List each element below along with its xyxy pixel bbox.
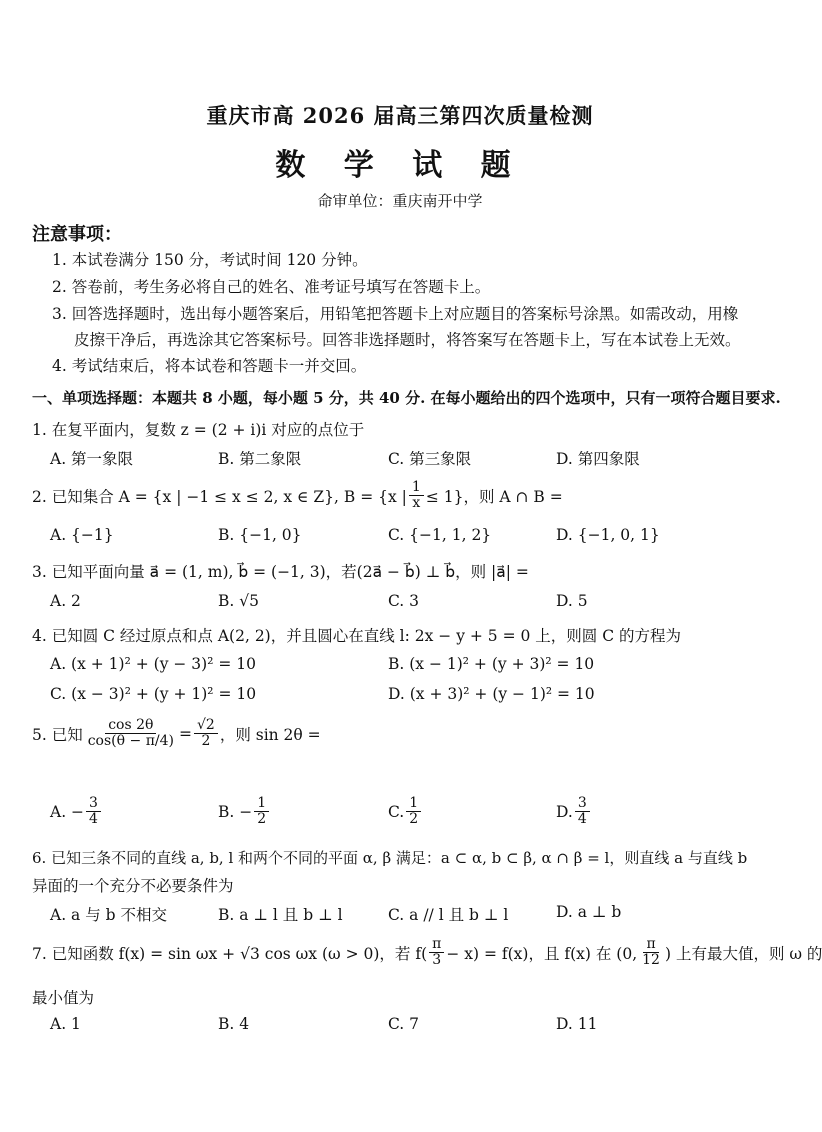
- q5-prefix: 5. 已知: [32, 725, 83, 744]
- frac-num: 1: [406, 796, 421, 812]
- q2-fraction: [409, 480, 424, 512]
- frac-den: 4: [577, 811, 587, 828]
- frac-den: 3: [432, 952, 442, 969]
- q3-option-d: D. 5: [556, 592, 588, 610]
- q5-option-d: [556, 796, 592, 828]
- q1-option-c: C. 第三象限: [388, 450, 472, 468]
- frac-num: 3: [575, 796, 590, 812]
- question-7-stem: [32, 937, 822, 969]
- q6-option-d: D. a ⊥ b: [556, 903, 622, 921]
- q7-option-a: A. 1: [50, 1015, 81, 1033]
- q5-option-b: [218, 796, 271, 828]
- q5-option-a: [50, 796, 103, 828]
- q1-option-b: B. 第二象限: [218, 450, 302, 468]
- frac-den: 12: [642, 952, 660, 969]
- q5-rhs-den: 2: [201, 733, 211, 750]
- q2-option-c: C. {−1, 1, 2}: [388, 526, 492, 544]
- q7-fraction: [429, 937, 444, 969]
- q2-frac-den: x: [412, 495, 421, 512]
- q4-option-a: A. (x + 1)² + (y − 3)² = 10: [50, 655, 256, 673]
- question-1-stem: 1. 在复平面内，复数 z = (2 + i)i 对应的点位于: [32, 421, 365, 439]
- q2-option-b: B. {−1, 0}: [218, 526, 302, 544]
- q5-frac-den: cos(θ − π/4): [87, 733, 174, 750]
- question-7-stem-cont: 最小值为: [32, 989, 95, 1007]
- q2-option-a: A. {−1}: [50, 526, 114, 544]
- q7-fraction: [639, 937, 663, 969]
- q5-suffix: ，则 sin 2θ =: [219, 725, 321, 744]
- q6-option-c: C. a // l 且 b ⊥ l: [388, 906, 509, 924]
- q1-option-d: D. 第四象限: [556, 450, 640, 468]
- q4-option-d: D. (x + 3)² + (y − 1)² = 10: [388, 685, 595, 703]
- q5-equals: =: [178, 724, 192, 743]
- q5-frac-num: cos 2θ: [105, 718, 156, 734]
- q3-option-a: A. 2: [50, 592, 81, 610]
- section-heading: 一、单项选择题：本题共 8 小题，每小题 5 分，共 40 分. 在每小题给出的四个选项中，只有一项符合题目要求.: [32, 389, 781, 407]
- q5-option-label: B. −: [218, 802, 253, 821]
- notice-item: 皮擦干净后，再选涂其它答案标号。回答非选择题时，将答案写在答题卡上，写在本试卷上无效。: [74, 331, 741, 349]
- q3-option-b: B. √5: [218, 592, 259, 610]
- authoring-unit: 命审单位：重庆南开中学: [317, 192, 483, 210]
- q7-stem-part: ) 上有最大值，则 ω 的: [664, 944, 822, 963]
- q4-option-c: C. (x − 3)² + (y + 1)² = 10: [50, 685, 257, 703]
- q5-option-label: C.: [388, 802, 405, 821]
- question-6-stem: 6. 已知三条不同的直线 a, b, l 和两个不同的平面 α, β 满足：a ⊂ α, b ⊂ β, α ∩ β = l，则直线 a 与直线 b: [32, 849, 748, 867]
- q5-fraction: [85, 718, 177, 750]
- notice-item: 4. 考试结束后，将本试卷和答题卡一并交回。: [52, 357, 367, 375]
- q2-frac-num: 1: [409, 480, 424, 496]
- notice-heading: 注意事项：: [32, 224, 122, 245]
- q5-option-fraction: [406, 796, 421, 828]
- q7-option-b: B. 4: [218, 1015, 250, 1033]
- question-4-stem: 4. 已知圆 C 经过原点和点 A(2, 2)，并且圆心在直线 l: 2x − y + 5 = 0 上，则圆 C 的方程为: [32, 627, 682, 645]
- q7-option-c: C. 7: [388, 1015, 420, 1033]
- question-3-stem: 3. 已知平面向量 a⃗ = (1, m), b⃗ = (−1, 3)，若(2a⃗ − b⃗) ⊥ b⃗，则 |a⃗| =: [32, 563, 529, 581]
- q2-option-d: D. {−1, 0, 1}: [556, 526, 660, 544]
- q6-option-b: B. a ⊥ l 且 b ⊥ l: [218, 906, 343, 924]
- q2-stem-part: 2. 已知集合 A = {x | −1 ≤ x ≤ 2, x ∈ Z}, B = {x |: [32, 487, 407, 506]
- question-2-stem: [32, 480, 563, 512]
- q5-option-label: A. −: [50, 802, 85, 821]
- frac-num: 1: [254, 796, 269, 812]
- q6-option-a: A. a 与 b 不相交: [50, 906, 167, 924]
- q5-option-c: [388, 796, 423, 828]
- q5-rhs-fraction: [194, 718, 218, 750]
- q7-option-d: D. 11: [556, 1015, 598, 1033]
- frac-num: 3: [86, 796, 101, 812]
- frac-num: π: [429, 937, 444, 953]
- subject-title: 数 学 试 题: [275, 148, 525, 183]
- q1-option-a: A. 第一象限: [50, 450, 134, 468]
- notice-item: 1. 本试卷满分 150 分，考试时间 120 分钟。: [52, 251, 368, 269]
- q5-option-fraction: [254, 796, 269, 828]
- question-6-stem-cont: 异面的一个充分不必要条件为: [32, 877, 234, 895]
- notice-item: 2. 答卷前，考生务必将自己的姓名、准考证号填写在答题卡上。: [52, 278, 491, 296]
- exam-title: 重庆市高 2026 届高三第四次质量检测: [206, 103, 594, 128]
- q5-option-label: D.: [556, 802, 573, 821]
- q5-option-fraction: [575, 796, 590, 828]
- q2-stem-part: ≤ 1}，则 A ∩ B =: [425, 487, 563, 506]
- question-5-stem: [32, 718, 321, 750]
- q7-stem-part: 7. 已知函数 f(x) = sin ωx + √3 cos ωx (ω > 0)，若 f(: [32, 944, 428, 963]
- q5-rhs-num: √2: [194, 718, 218, 734]
- q5-option-fraction: [86, 796, 101, 828]
- q4-option-b: B. (x − 1)² + (y + 3)² = 10: [388, 655, 595, 673]
- q7-stem-part: − x) = f(x)，且 f(x) 在 (0,: [446, 944, 638, 963]
- q3-option-c: C. 3: [388, 592, 420, 610]
- frac-den: 4: [89, 811, 98, 828]
- frac-den: 2: [409, 811, 419, 828]
- notice-item: 3. 回答选择题时，选出每小题答案后，用铅笔把答题卡上对应题目的答案标号涂黑。如需改动，用橡: [52, 305, 739, 323]
- frac-den: 2: [257, 811, 267, 828]
- frac-num: π: [643, 937, 658, 953]
